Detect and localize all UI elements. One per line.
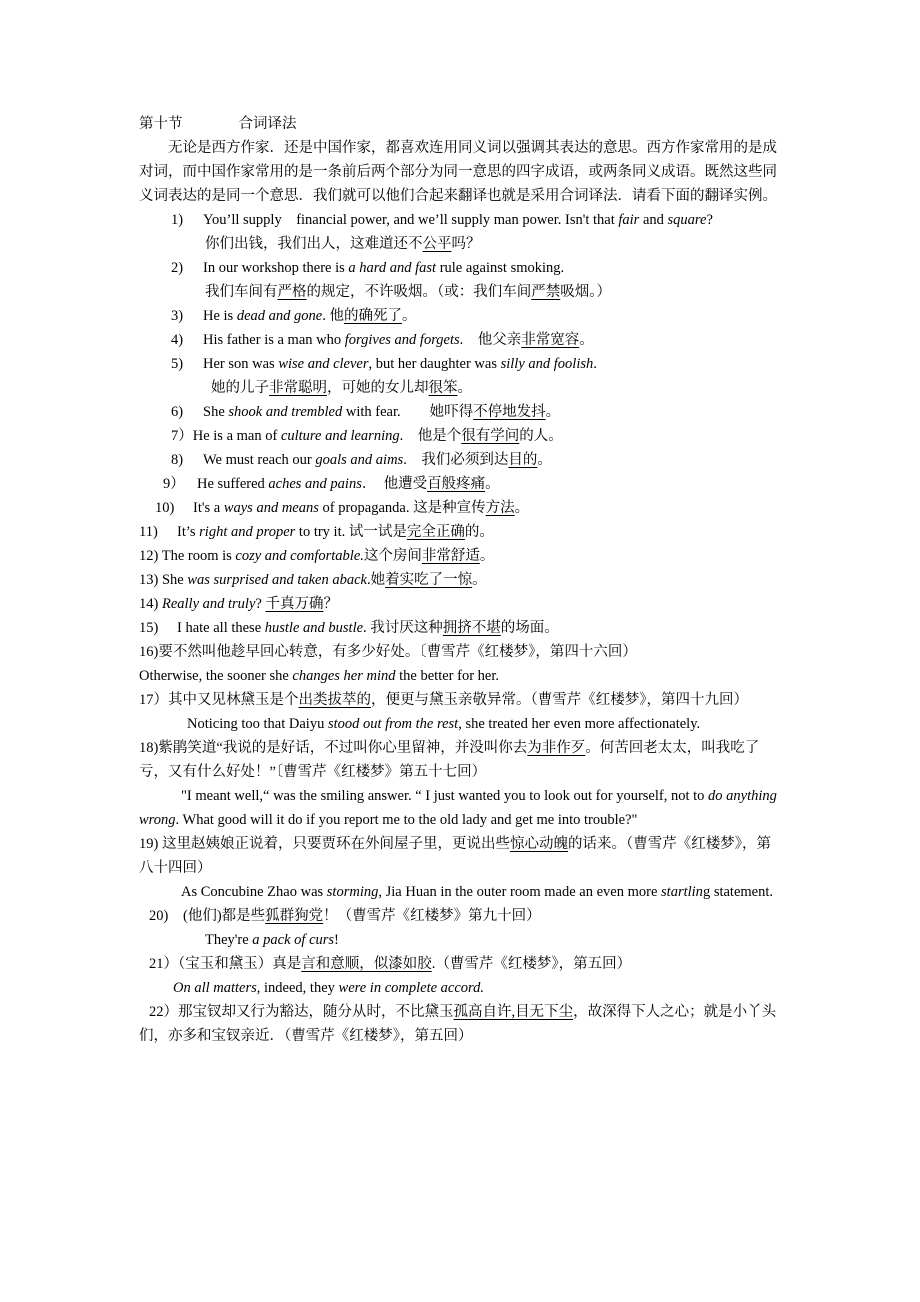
example-12: 12) The room is cozy and comfortable.这个房间非常舒适。 xyxy=(139,548,495,564)
example-17: 17）其中又见林黛玉是个出类拔萃的，便更与黛玉亲敬异常。（曹雪芹《红楼梦》，第四十九回） xyxy=(139,692,748,708)
example-1-translation: 你们出钱，我们出人，这难道还不公平吗？ xyxy=(205,236,481,252)
example-7: 7）He is a man of culture and learning. 他是个很有学问的人。 xyxy=(171,428,563,444)
example-3: 3) He is dead and gone. 他的确死了。 xyxy=(171,308,417,324)
intro-paragraph: 无论是西方作家．还是中国作家，都喜欢连用同义词以强调其表达的意思。西方作家常用的是成对词，而中国作家常用的是一条前后两个部分为同一意思的四字成语，或两条同义成语。既然这些同义词表达的是同一个意思．我们就可以他们合起来翻译也就是采用合词译法．请看下面的翻译实例。 xyxy=(139,140,777,204)
section-title: 合词译法 xyxy=(238,116,297,132)
example-1: 1) You’ll supply financial power, and we’ll supply man power. Isn't that fair and square? xyxy=(171,212,713,228)
example-21-translation: On all matters, indeed, they were in complete accord. xyxy=(173,980,485,996)
example-20: 20) (他们)都是些狐群狗党！（曹雪芹《红楼梦》第九十回） xyxy=(149,908,541,924)
example-5: 5) Her son was wise and clever, but her daughter was silly and foolish. xyxy=(171,356,597,372)
example-19: 19) 这里赵姨娘正说着，只要贾环在外间屋子里，更说出些惊心动魄的话来。（曹雪芹《红楼梦》，第八十四回） xyxy=(139,836,771,876)
example-4: 4) His father is a man who forgives and forgets. 他父亲非常宽容。 xyxy=(171,332,594,348)
example-6: 6) She shook and trembled with fear. 她吓得不停地发抖。 xyxy=(171,404,561,420)
example-2-translation: 我们车间有严格的规定，不许吸烟。（或：我们车间严禁吸烟。） xyxy=(205,284,611,300)
example-16: 16)要不然叫他趁早回心转意，有多少好处。〔曹雪芹《红楼梦》，第四十六回） xyxy=(139,644,637,660)
example-13: 13) She was surprised and taken aback.她着实吃了一惊。 xyxy=(139,572,487,588)
section-number: 第十节 xyxy=(139,116,183,132)
example-9: 9） He suffered aches and pains． 他遭受百般疼痛。 xyxy=(163,476,500,492)
example-18: 18)紫鹃笑道“我说的是好话，不过叫你心里留神，并没叫你去为非作歹。何苦回老太太，叫我吃了亏，又有什么好处！”〔曹雪芹《红楼梦》第五十七回） xyxy=(139,740,760,780)
example-10: 10) It's a ways and means of propaganda. 这是种宣传方法。 xyxy=(155,500,530,516)
document-page xyxy=(139,112,785,1048)
example-2: 2) In our workshop there is a hard and fast rule against smoking. xyxy=(171,260,565,276)
example-5-translation: 她的儿子非常聪明，可她的女儿却很笨。 xyxy=(211,380,472,396)
example-20-translation: They're a pack of curs! xyxy=(205,932,339,948)
example-11: 11) It’s right and proper to try it. 试一试是完全正确的。 xyxy=(139,524,494,540)
example-14: 14) Really and truly? 千真万确？ xyxy=(139,596,338,612)
example-19-translation: As Concubine Zhao was storming, Jia Huan in the outer room made an even more startling statement. xyxy=(181,884,774,900)
example-22: 22）那宝钗却又行为豁达，随分从时，不比黛玉孤高自许,目无下尘，故深得下人之心；就是小丫头们，亦多和宝钗亲近．（曹雪芹《红楼梦》，第五回） xyxy=(139,1004,777,1044)
example-8: 8) We must reach our goals and aims. 我们必须到达目的。 xyxy=(171,452,552,468)
section-heading xyxy=(139,112,785,136)
example-18-translation: "I meant well,“ was the smiling answer. “ I just wanted you to look out for yourself, not to do anything wrong. What good will it do if you report me to the old lady and get me into trouble?" xyxy=(139,788,777,828)
example-16-translation: Otherwise, the sooner she changes her mind the better for her. xyxy=(139,668,499,684)
example-17-translation: Noticing too that Daiyu stood out from the rest, she treated her even more affectionately. xyxy=(187,716,701,732)
example-15: 15) I hate all these hustle and bustle. 我讨厌这种拥挤不堪的场面。 xyxy=(139,620,559,636)
example-21: 21）（宝玉和黛玉）真是言和意顺，似漆如胶.（曹雪芹《红楼梦》，第五回） xyxy=(149,956,632,972)
